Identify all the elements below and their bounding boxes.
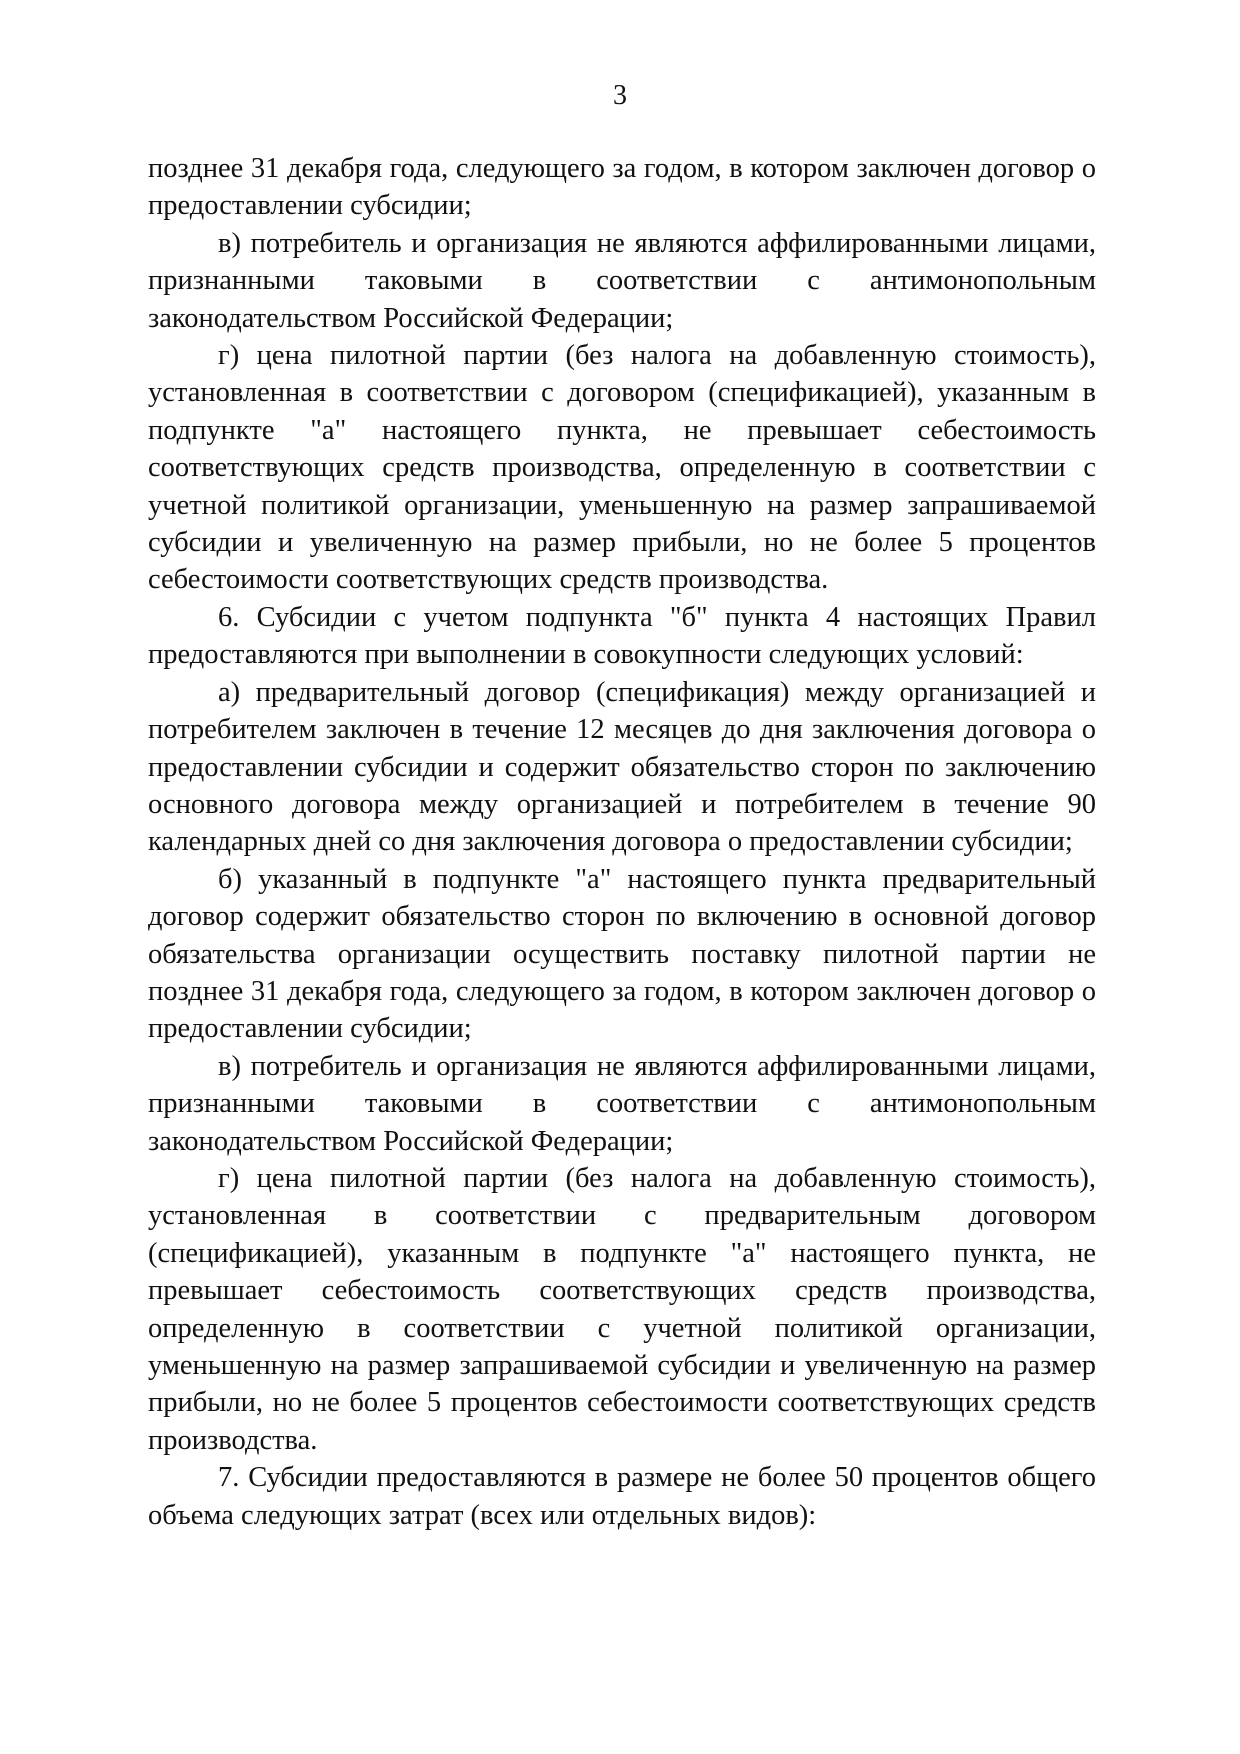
paragraph-6v: в) потребитель и организация не являются аффилированными лицами, признанными таковыми в соответствии с антимонопольным законодательством Российской Федерации; [148,1050,1096,1157]
paragraph-5v: в) потребитель и организация не являются аффилированными лицами, признанными таковыми в соответствии с антимонопольным законодательством Российской Федерации; [148,227,1096,334]
paragraph-6a: а) предварительный договор (спецификация) между организацией и потребителем заключен в течение 12 месяцев до дня заключения договора о предоставлении субсидии и содержит обязательство сторон по заключению основного договора между организацией и потребителем в течение 90 календарных дней со дня заключения договора о предоставлении субсидии; [148,676,1096,858]
paragraph-5g: г) цена пилотной партии (без налога на добавленную стоимость), установленная в соответствии с договором (спецификацией), указанным в подпункте "а" настоящего пункта, не превышает себестоимость соответствующих средств производства, определенную в соответствии с учетной политикой организации, уменьшенную на размер запрашиваемой субсидии и увеличенную на размер прибыли, но не более 5 процентов себестоимости соответствующих средств производства. [148,340,1096,596]
page-number: 3 [613,80,627,111]
paragraph-6b: б) указанный в подпункте "а" настоящего пункта предварительный договор содержит обязательство сторон по включению в основной договор обязательства организации осуществить поставку пилотной партии не позднее 31 декабря года, следующего за годом, в котором заключен договор о предоставлении субсидии; [148,863,1096,1045]
paragraph-7: 7. Субсидии предоставляются в размере не более 50 процентов общего объема следующих затрат (всех или отдельных видов): [148,1462,1096,1531]
document-body [148,150,1096,1534]
paragraph-continuation: позднее 31 декабря года, следующего за годом, в котором заключен договор о предоставлении субсидии; [148,153,1096,222]
paragraph-6g: г) цена пилотной партии (без налога на добавленную стоимость), установленная в соответствии с предварительным договором (спецификацией), указанным в подпункте "а" настоящего пункта, не превышает себестоимость соответствующих средств производства, определенную в соответствии с учетной политикой организации, уменьшенную на размер запрашиваемой субсидии и увеличенную на размер прибыли, но не более 5 процентов себестоимости соответствующих средств производства. [148,1162,1096,1456]
paragraph-6: 6. Субсидии с учетом подпункта "б" пункта 4 настоящих Правил предоставляются при выполнении в совокупности следующих условий: [148,601,1096,671]
